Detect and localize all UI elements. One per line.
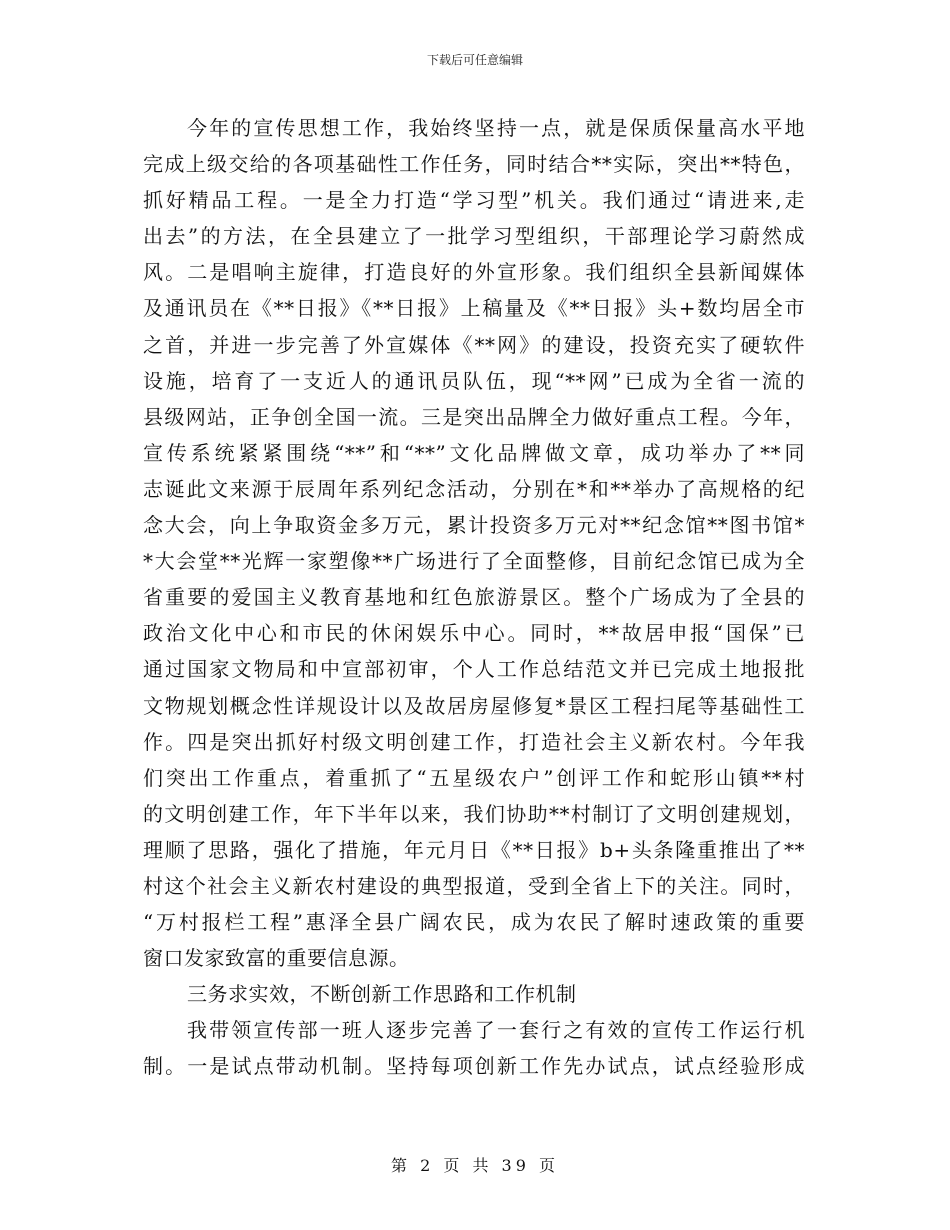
- paragraph-line: 今年的宣传思想工作，我始终坚持一点，就是保质保量高水平地: [187, 116, 805, 140]
- document-body: [143, 110, 805, 1085]
- paragraph-line: 志诞此文来源于辰周年系列纪念活动，分别在*和**举办了高规格的纪: [143, 476, 805, 501]
- paragraph-line: “万村报栏工程”惠泽全县广阔农民，成为农民了解时速政策的重要: [143, 910, 805, 935]
- paragraph-line: 文物规划概念性详规设计以及故居房屋修复*景区工程扫尾等基础性工: [143, 693, 805, 718]
- page-header: 下载后可任意编辑: [426, 53, 523, 67]
- paragraph-line: 政治文化中心和市民的休闲娱乐中心。同时，**故居申报“国保”已: [143, 621, 805, 646]
- paragraph-line: 县级网站，正争创全国一流。三是突出品牌全力做好重点工程。今年，: [143, 404, 805, 429]
- paragraph-line: 作。四是突出抓好村级文明创建工作，打造社会主义新农村。今年我: [143, 729, 805, 754]
- paragraph-line: 的文明创建工作，年下半年以来，我们协助**村制订了文明创建规划，: [143, 801, 805, 826]
- paragraph-line: *大会堂**光辉一家塑像**广场进行了全面整修，目前纪念馆已成为全: [143, 549, 805, 574]
- paragraph-line: 宣传系统紧紧围绕“**”和“**”文化品牌做文章，成功举办了**同: [143, 440, 805, 465]
- paragraph-line: 抓好精品工程。一是全力打造“学习型”机关。我们通过“请进来,走: [143, 188, 805, 213]
- paragraph-line: 完成上级交给的各项基础性工作任务，同时结合**实际，突出**特色，: [143, 152, 805, 177]
- paragraph-line: 出去”的方法，在全县建立了一批学习型组织，干部理论学习蔚然成: [143, 224, 805, 249]
- paragraph-line: 我带领宣传部一班人逐步完善了一套行之有效的宣传工作运行机: [187, 1018, 805, 1043]
- paragraph-line: 及通讯员在《**日报》《**日报》上稿量及《**日报》头+数均居全市: [143, 296, 805, 321]
- paragraph-line: 理顺了思路，强化了措施，年元月日《**日报》b+头条隆重推出了**: [143, 837, 805, 862]
- paragraph-line: 窗口发家致富的重要信息源。: [143, 946, 410, 971]
- paragraph-line: 通过国家文物局和中宣部初审，个人工作总结范文并已完成土地报批: [143, 657, 805, 682]
- section-heading: 三务求实效，不断创新工作思路和工作机制: [187, 982, 577, 1007]
- paragraph-line: 设施，培育了一支近人的通讯员队伍，现“**网”已成为全省一流的: [143, 368, 805, 393]
- paragraph-line: 们突出工作重点，着重抓了“五星级农户”创评工作和蛇形山镇**村: [143, 765, 805, 790]
- paragraph-line: 念大会，向上争取资金多万元，累计投资多万元对**纪念馆**图书馆*: [143, 513, 805, 538]
- paragraph-line: 之首，并进一步完善了外宣媒体《**网》的建设，投资充实了硬软件: [143, 332, 805, 357]
- paragraph-line: 制。一是试点带动机制。坚持每项创新工作先办试点，试点经验形成: [143, 1054, 805, 1079]
- paragraph-line: 村这个社会主义新农村建设的典型报道，受到全省上下的关注。同时，: [143, 873, 805, 898]
- paragraph-line: 省重要的爱国主义教育基地和红色旅游景区。整个广场成为了全县的: [143, 585, 805, 610]
- paragraph-line: 风。二是唱响主旋律，打造良好的外宣形象。我们组织全县新闻媒体: [143, 260, 805, 285]
- page-number: 第 2 页 共 39 页: [391, 1156, 559, 1175]
